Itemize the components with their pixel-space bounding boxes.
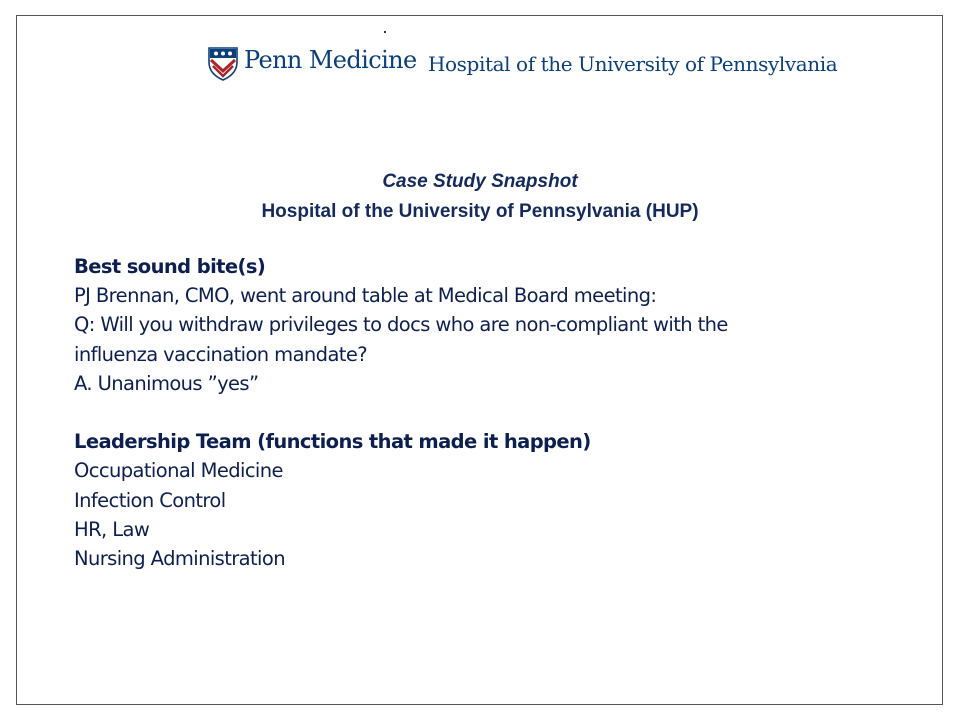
section-spacer: [74, 398, 924, 427]
penn-medicine-logo-text: Penn Medicine: [244, 46, 417, 74]
penn-shield-icon: [208, 47, 238, 81]
body-text: [74, 252, 924, 573]
sound-bite-line: PJ Brennan, CMO, went around table at Medical Board meeting:: [74, 284, 657, 308]
stray-dot: [384, 31, 386, 33]
sound-bite-line: A. Unanimous ”yes”: [74, 371, 259, 395]
sound-bite-line: influenza vaccination mandate?: [74, 342, 367, 366]
title-hospital: Hospital of the University of Pennsylvania (HUP): [261, 201, 699, 222]
logo-header: [208, 44, 838, 84]
leadership-item: Occupational Medicine: [74, 459, 283, 483]
leadership-item: Nursing Administration: [74, 547, 285, 571]
title-case-study: Case Study Snapshot: [382, 171, 578, 192]
sound-bites-heading: Best sound bite(s): [74, 255, 266, 278]
hospital-logo-text: Hospital of the University of Pennsylvania: [428, 52, 838, 76]
leadership-item: Infection Control: [74, 488, 226, 512]
sound-bite-line: Q: Will you withdraw privileges to docs who are non-compliant with the: [74, 313, 728, 337]
leadership-item: HR, Law: [74, 517, 150, 541]
title-block: [100, 167, 860, 227]
leadership-heading: Leadership Team (functions that made it happen): [74, 430, 591, 454]
